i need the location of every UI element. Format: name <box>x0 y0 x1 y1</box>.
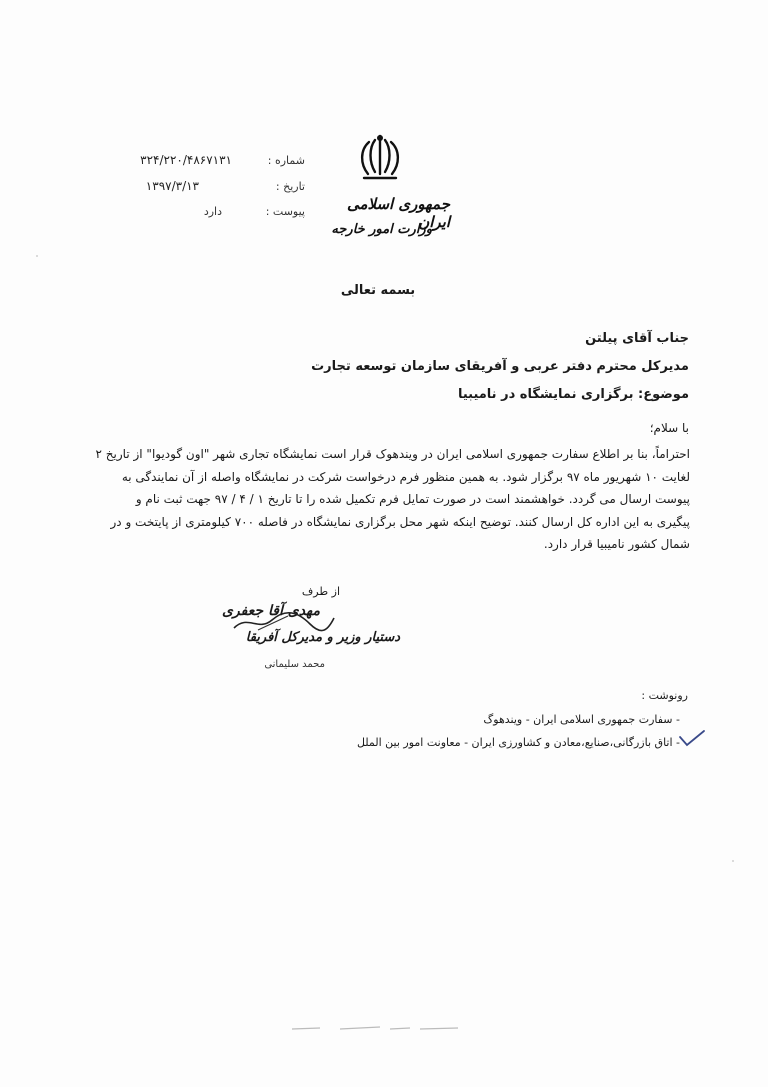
attachment-label: پیوست : <box>265 205 305 218</box>
body-line: احتراماً، بنا بر اطلاع سفارت جمهوری اسلامی ایران در ویندهوک قرار است نمایشگاه تجاری شهر "اون گودیوا" از تاریخ ۲ <box>95 447 690 461</box>
date-value: ۱۳۹۷/۳/۱۳ <box>145 179 199 193</box>
drafter-name: محمد سلیمانی <box>264 659 325 670</box>
cc-label: رونوشت : <box>641 689 688 702</box>
signatory-name: مهدی آقا جعفری <box>221 603 320 619</box>
number-value: ۳۲۴/۲۲۰/۴۸۶۷۱۳۱ <box>140 153 232 167</box>
signatory-title: دستیار وزیر و مدیرکل آفریقا <box>245 630 400 645</box>
signature-from: از طرف <box>301 585 340 598</box>
cc-item: - سفارت جمهوری اسلامی ایران - ویندهوگ <box>483 713 680 726</box>
bismillah: بسمه تعالی <box>340 283 416 298</box>
checkmark-icon <box>677 728 707 748</box>
recipient-name: جناب آقای پیلتن <box>585 331 689 346</box>
body-line: پیگیری به این اداره کل ارسال کنند. توضیح اینکه شهر محل برگزاری نمایشگاه در فاصله ۷۰۰ کیلومتری از پایتخت و در <box>110 514 690 529</box>
letterhead-ministry: وزارت امور خارجه <box>331 222 432 237</box>
scan-artifact <box>290 1018 460 1028</box>
body-line: لغایت ۱۰ شهریور ماه ۹۷ برگزار شود. به همین منظور فرم درخواست شرکت در نمایشگاه واصله از آن نمایندگی به <box>121 469 690 484</box>
body-line: شمال کشور نامیبیا قرار دارد. <box>543 537 690 551</box>
attachment-value: دارد <box>203 205 222 218</box>
body-line: پیوست ارسال می گردد. خواهشمند است در صورت تمایل فرم تکمیل شده را تا تاریخ ۱ / ۴ / ۹۷ جهت ثبت نام و <box>135 492 690 506</box>
iran-emblem-icon <box>352 130 408 186</box>
date-label: تاریخ : <box>275 180 305 193</box>
cc-item: - اتاق بازرگانی،صنایع،معادن و کشاورزی ایران - معاونت امور بین الملل <box>356 736 680 749</box>
recipient-title: مدیرکل محترم دفتر عربی و آفریقای سازمان توسعه تجارت <box>311 359 689 374</box>
subject-line: موضوع: برگزاری نمایشگاه در نامیبیا <box>457 387 689 402</box>
letterhead-republic: جمهوری اسلامی ایران <box>346 195 450 231</box>
number-label: شماره : <box>267 154 305 167</box>
letter-body <box>78 443 690 556</box>
greeting: با سلام؛ <box>649 421 689 435</box>
